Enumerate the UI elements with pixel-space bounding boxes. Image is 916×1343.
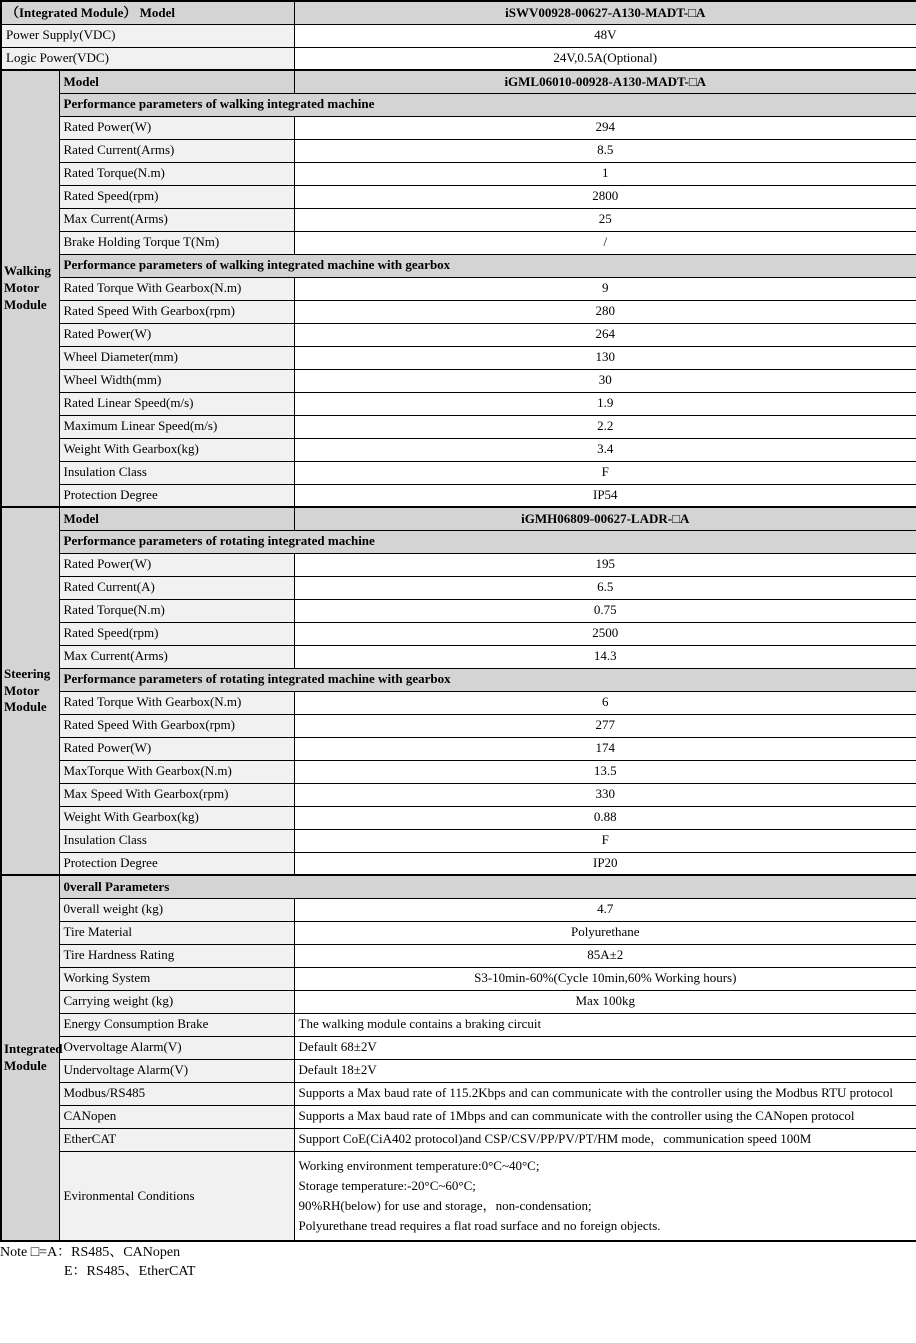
row-label: Rated Speed(rpm) — [59, 185, 294, 208]
row-value: 14.3 — [294, 645, 916, 668]
row-label: Overvoltage Alarm(V) — [59, 1036, 294, 1059]
row-value: IP20 — [294, 852, 916, 875]
table-row — [1, 346, 916, 369]
row-value: IP54 — [294, 484, 916, 507]
row-value: Default 68±2V — [294, 1036, 916, 1059]
row-value: 30 — [294, 369, 916, 392]
table-row — [1, 967, 916, 990]
row-label: Brake Holding Torque T(Nm) — [59, 231, 294, 254]
row-value: 330 — [294, 783, 916, 806]
table-row — [1, 139, 916, 162]
row-value: 130 — [294, 346, 916, 369]
table-row — [1, 875, 916, 898]
row-label: Max Current(Arms) — [59, 645, 294, 668]
row-value: 24V,0.5A(Optional) — [294, 47, 916, 70]
table-row — [1, 1013, 916, 1036]
table-row — [1, 714, 916, 737]
row-label: Weight With Gearbox(kg) — [59, 806, 294, 829]
row-value: 48V — [294, 24, 916, 47]
note-line-2: E：RS485、EtherCAT — [64, 1263, 196, 1279]
row-label: Model — [59, 507, 294, 530]
row-label: Rated Current(A) — [59, 576, 294, 599]
row-label: EtherCAT — [59, 1128, 294, 1151]
row-value: iSWV00928-00627-A130-MADT-□A — [294, 1, 916, 24]
table-row — [1, 254, 916, 277]
row-label: Rated Power(W) — [59, 323, 294, 346]
row-label: Insulation Class — [59, 461, 294, 484]
table-row — [1, 461, 916, 484]
row-value: 2500 — [294, 622, 916, 645]
table-row — [1, 1, 916, 24]
footnote — [0, 1244, 916, 1282]
env-condition-line: Storage temperature:-20°C~60°C; — [298, 1177, 476, 1193]
table-row — [1, 93, 916, 116]
row-value: 195 — [294, 553, 916, 576]
table-row — [1, 116, 916, 139]
row-label: Max Speed With Gearbox(rpm) — [59, 783, 294, 806]
row-label: （Integrated Module） Model — [1, 1, 294, 24]
row-value: Supports a Max baud rate of 1Mbps and can communicate with the controller using the CANopen protocol — [294, 1105, 916, 1128]
row-value: 280 — [294, 300, 916, 323]
table-row — [1, 47, 916, 70]
row-label: 0verall weight (kg) — [59, 898, 294, 921]
table-row — [1, 553, 916, 576]
section-label-walking-motor-module: Walking Motor Module — [1, 70, 59, 507]
table-row — [1, 415, 916, 438]
section-label-integrated-module: Integrated Module — [1, 875, 59, 1241]
row-label: Rated Power(W) — [59, 116, 294, 139]
table-row — [1, 852, 916, 875]
row-value: iGMH06809-00627-LADR-□A — [294, 507, 916, 530]
table-row — [1, 208, 916, 231]
row-value: 8.5 — [294, 139, 916, 162]
row-value: F — [294, 829, 916, 852]
table-row — [1, 622, 916, 645]
row-label: Tire Material — [59, 921, 294, 944]
table-row — [1, 484, 916, 507]
row-label: Insulation Class — [59, 829, 294, 852]
row-label: Wheel Diameter(mm) — [59, 346, 294, 369]
table-row — [1, 507, 916, 530]
row-label: CANopen — [59, 1105, 294, 1128]
table-row — [1, 438, 916, 461]
row-label: Rated Torque With Gearbox(N.m) — [59, 277, 294, 300]
table-row — [1, 323, 916, 346]
row-label: Rated Speed With Gearbox(rpm) — [59, 300, 294, 323]
row-label: Energy Consumption Brake — [59, 1013, 294, 1036]
row-label: Rated Power(W) — [59, 737, 294, 760]
section-band: Performance parameters of walking integrated machine with gearbox — [59, 254, 916, 277]
table-row — [1, 277, 916, 300]
env-condition-line: Working environment temperature:0°C~40°C; — [298, 1157, 540, 1173]
row-value: 6.5 — [294, 576, 916, 599]
row-label: Logic Power(VDC) — [1, 47, 294, 70]
row-value: 294 — [294, 116, 916, 139]
table-row — [1, 737, 916, 760]
row-value: 264 — [294, 323, 916, 346]
row-value: / — [294, 231, 916, 254]
table-row — [1, 990, 916, 1013]
table-row — [1, 921, 916, 944]
row-label: Maximum Linear Speed(m/s) — [59, 415, 294, 438]
table-row — [1, 1128, 916, 1151]
row-value: S3-10min-60%(Cycle 10min,60% Working hours) — [294, 967, 916, 990]
section-band: Performance parameters of rotating integrated machine — [59, 530, 916, 553]
row-label: Power Supply(VDC) — [1, 24, 294, 47]
row-value: 9 — [294, 277, 916, 300]
table-row — [1, 691, 916, 714]
table-row — [1, 1059, 916, 1082]
note-line-1: Note □=A：RS485、CANopen — [0, 1245, 181, 1261]
section-band: Performance parameters of walking integrated machine — [59, 93, 916, 116]
row-value: 4.7 — [294, 898, 916, 921]
table-row — [1, 70, 916, 93]
table-row — [1, 783, 916, 806]
row-label: Model — [59, 70, 294, 93]
row-label: Undervoltage Alarm(V) — [59, 1059, 294, 1082]
table-row — [1, 1036, 916, 1059]
row-value: Polyurethane — [294, 921, 916, 944]
table-row — [1, 185, 916, 208]
row-label: Rated Current(Arms) — [59, 139, 294, 162]
table-row — [1, 24, 916, 47]
table-row — [1, 944, 916, 967]
row-label: Rated Power(W) — [59, 553, 294, 576]
table-row — [1, 668, 916, 691]
row-label: MaxTorque With Gearbox(N.m) — [59, 760, 294, 783]
row-label: Evironmental Conditions — [59, 1151, 294, 1241]
row-value: F — [294, 461, 916, 484]
row-label: Tire Hardness Rating — [59, 944, 294, 967]
row-value: 0.88 — [294, 806, 916, 829]
env-condition-line: Polyurethane tread requires a flat road surface and no foreign objects. — [298, 1217, 661, 1233]
row-value: 2.2 — [294, 415, 916, 438]
row-label: Wheel Width(mm) — [59, 369, 294, 392]
row-label: Rated Linear Speed(m/s) — [59, 392, 294, 415]
row-value: Supports a Max baud rate of 115.2Kbps and can communicate with the controller using the Modbus RTU protocol — [294, 1082, 916, 1105]
row-value: The walking module contains a braking circuit — [294, 1013, 916, 1036]
row-value: 174 — [294, 737, 916, 760]
row-label: Rated Torque(N.m) — [59, 599, 294, 622]
table-row — [1, 300, 916, 323]
row-label: Weight With Gearbox(kg) — [59, 438, 294, 461]
table-row — [1, 231, 916, 254]
row-label: Rated Speed With Gearbox(rpm) — [59, 714, 294, 737]
row-label: Protection Degree — [59, 852, 294, 875]
table-row — [1, 1082, 916, 1105]
table-row — [1, 806, 916, 829]
row-value: 13.5 — [294, 760, 916, 783]
section-band: 0verall Parameters — [59, 875, 916, 898]
row-value — [294, 1151, 916, 1241]
row-label: Rated Torque With Gearbox(N.m) — [59, 691, 294, 714]
table-row — [1, 645, 916, 668]
table-row — [1, 392, 916, 415]
table-row — [1, 898, 916, 921]
row-value: Support CoE(CiA402 protocol)and CSP/CSV/PP/PV/PT/HM mode，communication speed 100M — [294, 1128, 916, 1151]
row-value: 1.9 — [294, 392, 916, 415]
row-label: Carrying weight (kg) — [59, 990, 294, 1013]
row-value: Default 18±2V — [294, 1059, 916, 1082]
table-row — [1, 1105, 916, 1128]
row-value: 25 — [294, 208, 916, 231]
row-value: Max 100kg — [294, 990, 916, 1013]
table-row — [1, 760, 916, 783]
row-label: Rated Speed(rpm) — [59, 622, 294, 645]
row-value: 0.75 — [294, 599, 916, 622]
table-row — [1, 162, 916, 185]
row-value: 277 — [294, 714, 916, 737]
row-value: 85A±2 — [294, 944, 916, 967]
row-value: 3.4 — [294, 438, 916, 461]
row-label: Max Current(Arms) — [59, 208, 294, 231]
row-value: 2800 — [294, 185, 916, 208]
row-label: Protection Degree — [59, 484, 294, 507]
table-row — [1, 1151, 916, 1241]
env-condition-line: 90%RH(below) for use and storage，non-condensation; — [298, 1197, 592, 1213]
row-value: iGML06010-00928-A130-MADT-□A — [294, 70, 916, 93]
table-row — [1, 576, 916, 599]
row-label: Modbus/RS485 — [59, 1082, 294, 1105]
table-row — [1, 599, 916, 622]
section-label-steering-motor-module: Steering Motor Module — [1, 507, 59, 875]
table-row — [1, 829, 916, 852]
row-value: 6 — [294, 691, 916, 714]
section-band: Performance parameters of rotating integrated machine with gearbox — [59, 668, 916, 691]
row-label: Working System — [59, 967, 294, 990]
row-value: 1 — [294, 162, 916, 185]
table-row — [1, 369, 916, 392]
row-label: Rated Torque(N.m) — [59, 162, 294, 185]
table-row — [1, 530, 916, 553]
